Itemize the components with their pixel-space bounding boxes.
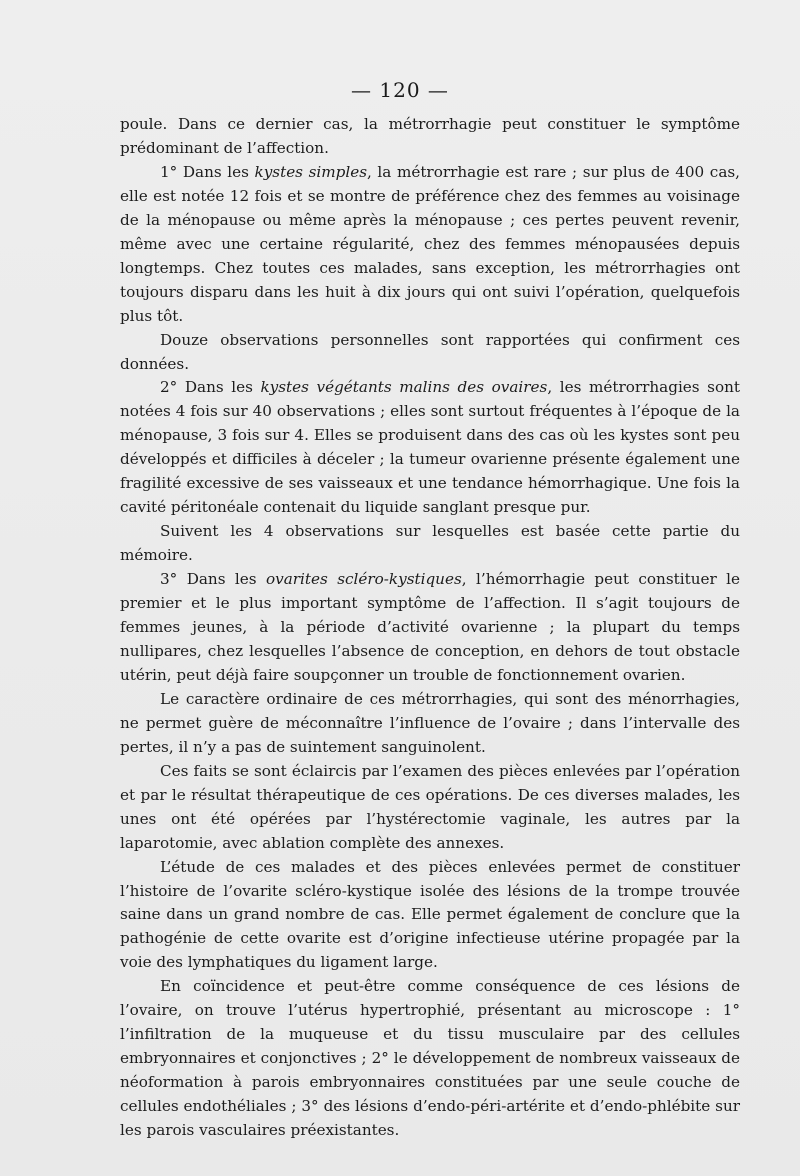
page-number: — 120 —: [351, 78, 449, 102]
paragraph: Douze observations personnelles sont rapportées qui confirment ces données.: [120, 330, 740, 373]
paragraph-kystes-vegetants: [120, 376, 740, 520]
paragraph: En coïncidence et peut-être comme conséquence de ces lésions de l’ovaire, on trouve l’utérus hypertrophié, présentant au microscope : 1° l’infiltration de la muqueuse et du tissu musculaire par des cellules embryonnaires et conjonctives ; 2° le développement de nombreux vaisseaux de néoformation à parois embryonnaires constituées par une seule couche de cellules endothéliales ; 3° des lésions d’endo-péri-artérite et d’endo-phlébite sur les parois vasculaires préexistantes.: [120, 977, 740, 1140]
paragraph: Ces faits se sont éclaircis par l’examen des pièces enlevées par l’opération et par le résultat thérapeutique de ces opérations. De ces diverses malades, les unes ont été opérées par l’hystérectomie vaginale, les autres par la laparotomie, avec ablation complète des annexes.: [120, 761, 740, 852]
emphasis-term: ovarites scléro-kystiques: [266, 570, 462, 589]
paragraph: Le caractère ordinaire de ces métrorrhagies, qui sont des ménorrhagies, ne permet guère de méconnaître l’influence de l’ovaire ; dans l’intervalle des pertes, il n’y a pas de suintement sanguinolent.: [120, 689, 740, 756]
paragraph-text: 2° Dans les: [160, 378, 261, 397]
paragraph-text: , la métrorrhagie est rare ; sur plus de 400 cas, elle est notée 12 fois et se montre de préférence chez des femmes au voisinage de la ménopause ou même après la ménopause ; ces pertes peuvent revenir, même avec une certaine régularité, chez des femmes ménopausées depuis longtemps. Chez toutes ces malades, sans exception, les métrorrhagies ont toujours disparu dans les huit à dix jours qui ont suivi l’opération, quelquefois plus tôt.: [120, 162, 740, 325]
emphasis-term: kystes simples: [254, 162, 367, 181]
body-text: [120, 113, 740, 1143]
paragraph-text: , les métrorrhagies sont notées 4 fois sur 40 observations ; elles sont surtout fréquentes à l’époque de la ménopause, 3 fois sur 4. Elles se produisent dans des cas où les kystes sont peu développés et difficiles à déceler ; la tumeur ovarienne présente également une fragilité excessive de ses vaisseaux et une tendance hémorrhagique. Une fois la cavité péritonéale contenait du liquide sanglant presque pur.: [120, 378, 740, 517]
paragraph: Suivent les 4 observations sur lesquelles est basée cette partie du mémoire.: [120, 522, 740, 565]
paragraph-text: , l’hémorrhagie peut constituer le premier et le plus important symptôme de l’affection. Il s’agit toujours de femmes jeunes, à la période d’activité ovarienne ; la plupart du temps nullipares, chez lesquelles l’absence de conception, en dehors de tout obstacle utérin, peut déjà faire soupçonner un trouble de fonctionnement ovarien.: [120, 570, 740, 684]
paragraph-ovarites: [120, 568, 740, 688]
paragraph-text: 1° Dans les: [160, 162, 255, 181]
paragraph-kystes-simples: [120, 161, 740, 329]
paragraph: L’étude de ces malades et des pièces enlevées permet de constituer l’histoire de l’ovarite scléro-kystique isolée des lésions de la trompe trouvée saine dans un grand nombre de cas. Elle permet également de conclure que la pathogénie de cette ovarite est d’origine infectieuse utérine propagée par la voie des lymphatiques du ligament large.: [120, 857, 740, 972]
paragraph-text: 3° Dans les: [160, 570, 267, 589]
paragraph: poule. Dans ce dernier cas, la métrorrhagie peut constituer le symptôme prédominant de l’affection.: [120, 115, 740, 157]
emphasis-term: kystes végétants malins des ovaires: [260, 378, 548, 397]
